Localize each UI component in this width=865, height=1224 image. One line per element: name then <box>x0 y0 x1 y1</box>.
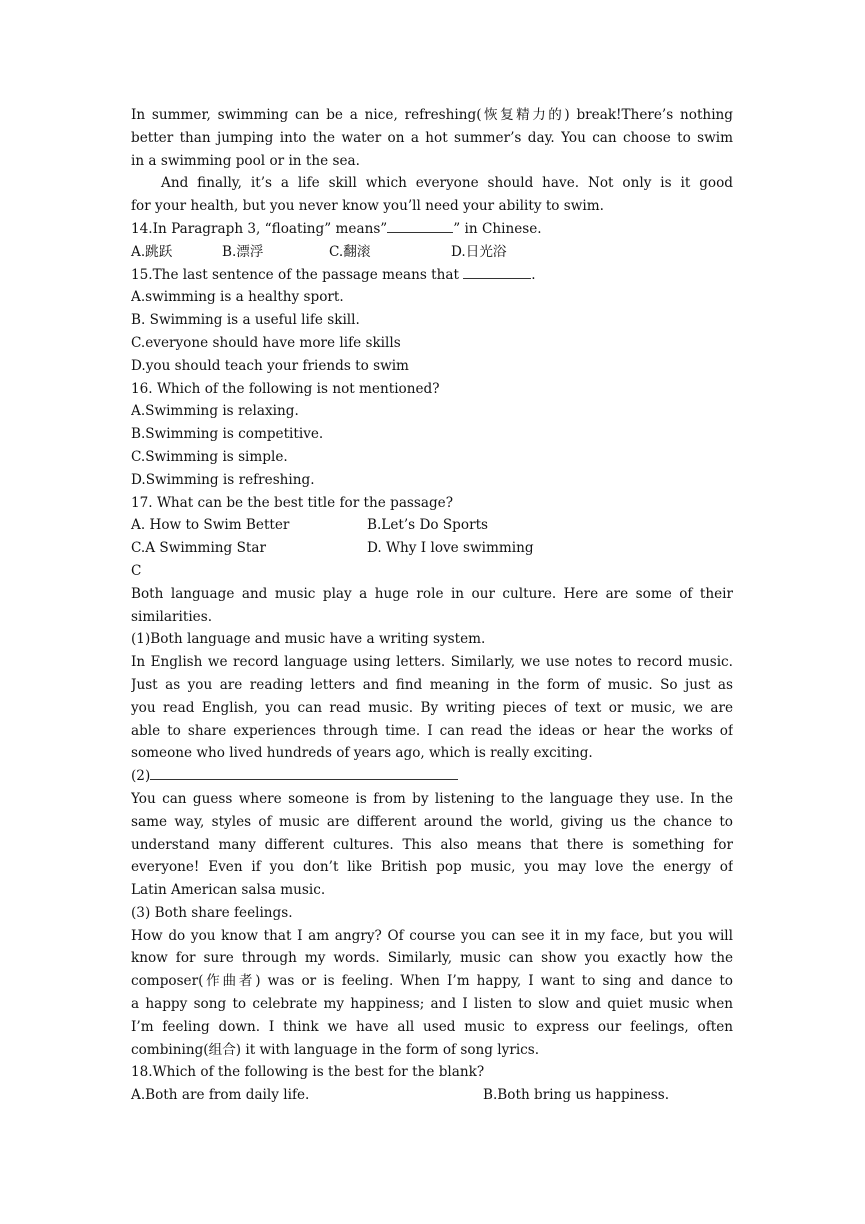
passage-line: In summer, swimming can be a nice, refreshing(恢复精力的) break!There’s nothing <box>131 107 733 123</box>
passage-line: in a swimming pool or in the sea. <box>131 152 360 169</box>
passage-line: you read English, you can read music. By writing pieces of text or music, we are <box>131 699 733 716</box>
question-17-options-row <box>131 537 733 560</box>
passage-line: Latin American salsa music. <box>131 882 326 899</box>
question-15-stem: 15.The last sentence of the passage means that . <box>131 264 733 287</box>
passage-line: understand many different cultures. This also means that there is something for <box>131 836 733 853</box>
option-b: B. Swimming is a useful life skill. <box>131 312 360 329</box>
question-14-options <box>131 241 733 264</box>
passage-line: Both language and music play a huge role in our culture. Here are some of their <box>131 585 733 602</box>
option-b: B.Let’s Do Sports <box>367 517 489 534</box>
option-c: C.A Swimming Star <box>131 540 266 557</box>
passage-line: composer(作曲者) was or is feeling. When I’m happy, I want to sing and dance to <box>131 973 733 990</box>
option-c: C.翻滚 <box>329 243 371 260</box>
passage-line: How do you know that I am angry? Of course you can see it in my face, but you will <box>131 927 733 944</box>
option-c: C.Swimming is simple. <box>131 448 288 465</box>
option-c: C.everyone should have more life skills <box>131 334 401 351</box>
section-heading: (1)Both language and music have a writing system. <box>131 631 486 648</box>
section-heading: (3) Both share feelings. <box>131 904 293 921</box>
passage-line: You can guess where someone is from by listening to the language they use. In the <box>131 790 733 807</box>
passage-line: for your health, but you never know you’ll need your ability to swim. <box>131 198 604 215</box>
question-14-stem: 14.In Paragraph 3, “floating” means” ” in Chinese. <box>131 218 733 241</box>
passage-line: combining(组合) it with language in the form of song lyrics. <box>131 1041 540 1058</box>
document-page <box>131 104 733 1107</box>
option-b: B.Both bring us happiness. <box>483 1087 670 1104</box>
section-heading-blank: (2) <box>131 765 733 788</box>
option-a: A. How to Swim Better <box>131 517 290 534</box>
question-17-options-row <box>131 514 733 537</box>
option-d: D.you should teach your friends to swim <box>131 357 409 374</box>
question-17-stem: 17. What can be the best title for the passage? <box>131 494 454 511</box>
option-d: D.Swimming is refreshing. <box>131 471 315 488</box>
answer-blank <box>463 264 531 279</box>
passage-line: And finally, it’s a life skill which everyone should have. Not only is it good <box>161 175 733 192</box>
question-18-options-row <box>131 1084 733 1107</box>
passage-line: everyone! Even if you don’t like British pop music, you may love the energy of <box>131 859 733 876</box>
option-b: B.漂浮 <box>222 243 264 260</box>
passage-line: similarities. <box>131 608 213 625</box>
option-a: A.swimming is a healthy sport. <box>131 289 344 306</box>
answer-blank <box>387 218 453 233</box>
passage-line: Just as you are reading letters and find meaning in the form of music. So just as <box>131 676 733 693</box>
question-16-stem: 16. Which of the following is not mentioned? <box>131 380 440 397</box>
section-label: C <box>131 562 142 579</box>
answer-blank <box>150 765 458 780</box>
question-18-stem: 18.Which of the following is the best for the blank? <box>131 1064 485 1081</box>
passage-line: someone who lived hundreds of years ago, which is really exciting. <box>131 745 593 762</box>
option-a: A.跳跃 <box>131 243 173 260</box>
option-d: D. Why I love swimming <box>367 540 534 557</box>
option-b: B.Swimming is competitive. <box>131 426 324 443</box>
passage-line: able to share experiences through time. I can read the ideas or hear the works of <box>131 722 733 739</box>
option-a: A.Both are from daily life. <box>131 1087 310 1104</box>
passage-line: In English we record language using letters. Similarly, we use notes to record music. <box>131 654 733 671</box>
passage-line: a happy song to celebrate my happiness; and I listen to slow and quiet music when <box>131 996 733 1013</box>
passage-line: I’m feeling down. I think we have all used music to express our feelings, often <box>131 1018 733 1035</box>
option-a: A.Swimming is relaxing. <box>131 403 299 420</box>
passage-line: same way, styles of music are different around the world, giving us the chance to <box>131 813 733 830</box>
option-d: D.日光浴 <box>451 243 507 260</box>
passage-line: know for sure through my words. Similarly, music can show you exactly how the <box>131 950 733 967</box>
passage-line: better than jumping into the water on a hot summer’s day. You can choose to swim <box>131 129 733 146</box>
